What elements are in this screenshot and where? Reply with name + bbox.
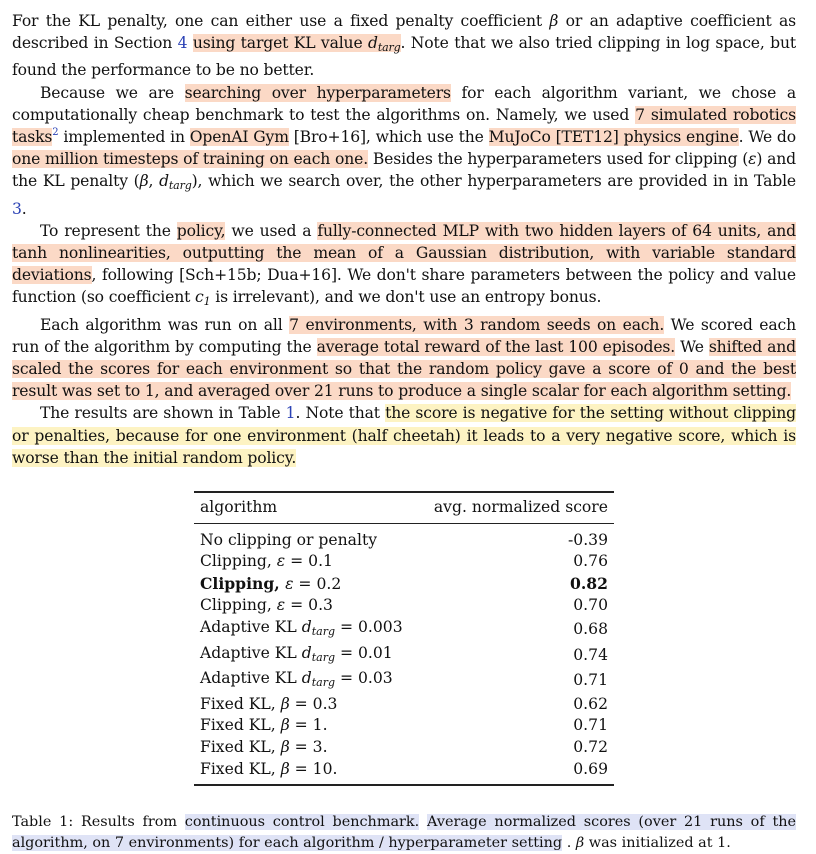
table-row: Adaptive KL $d_{targ} = 0.01$ 0.74 (200, 643, 608, 664)
table-row: Fixed KL, β = 1. 0.71 (200, 716, 608, 735)
table-row: Fixed KL, β = 0.3 0.62 (200, 694, 608, 713)
table-header-row (194, 492, 614, 523)
highlight-caption-average: Average normalized scores (over 21 runs of the algorithm, on 7 environments) for each algorithm / hyperparameter setting (12, 814, 797, 852)
header-algorithm: algorithm (194, 492, 419, 523)
results-table (194, 491, 614, 786)
highlight-policy: policy, (176, 221, 226, 240)
table-row: Fixed KL, β = 3. 0.72 (200, 738, 608, 756)
highlight-mlp: fully-connected MLP with two hidden layers of 64 units, and tanh nonlinearities, outputting the mean of a Gaussian distribution, with variable standard deviations (12, 221, 797, 285)
paragraph-results: The results are shown in Table 1. Note that the score is negative for the setting without clipping or penalties, because for one environment (half cheetah) it leads to a very negative score, which is worse than the initial random policy. (12, 404, 796, 467)
paragraph-kl-penalty: For the KL penalty, one can either use a fixed penalty coefficient β or an adaptive coefficient as described in Section 4 using target KL value $d_{targ}$. Note that we also tried clipping in log space, but found the performance to be no better. (12, 12, 796, 80)
paragraph-evaluation: Each algorithm was run on all 7 environments, with 3 random seeds on each. We scored each run of the algorithm by computing the average total reward of the last 100 episodes. We shifted and scaled the scores for each environment so that the random policy gave a score of 0 and the best result was set to 1, and averaged over 21 runs to produce a single scalar for each algorithm setting. (12, 315, 796, 401)
highlight-environments: 7 environments, with 3 random seeds on each. (289, 315, 665, 334)
paragraph-benchmark: Because we are searching over hyperparameters for each algorithm variant, we chose a computationally cheap benchmark to test the algorithms on. Namely, we used 7 simulated robotics tasks$^2$ implemented in OpenAI Gym [Bro+16], which use the MuJoCo [TET12] physics engine. We do one million timesteps of training on each one. Besides the hyperparameters used for clipping (ε) and the KL penalty (β, $d_{targ}$), which we search over, the other hyperparameters are provided in in Table 3. (12, 83, 797, 218)
section-link[interactable]: 4 (177, 34, 188, 53)
table-caption: Table 1: Results from continuous control benchmark. Average normalized scores (over 21 runs of the algorithm, on 7 environments) for each algorithm / hyperparameter setting . β was initialized at 1. (12, 814, 797, 852)
table-row: Clipping, ε = 0.1 0.76 (200, 552, 608, 571)
table-row: Fixed KL, β = 10. 0.69 (194, 759, 614, 786)
table-row: Adaptive KL $d_{targ} = 0.03$ 0.71 (200, 669, 608, 690)
beta-symbol: β (549, 12, 559, 30)
table-row: Clipping, ε = 0.3 0.70 (200, 596, 608, 615)
highlight-hyperparameters: searching over hyperparameters (184, 83, 451, 102)
highlight-negative-score: the score is negative for the setting without clipping or penalties, because for one environment (half cheetah) it leads to a very negative score, which is worse than the initial random policy. (12, 404, 796, 467)
highlight-normalization: shifted and scaled the scores for each environment so that the random policy gave a score of 0 and the best result was set to 1, and averaged over 21 runs to produce a single scalar for each algorithm setting. (12, 337, 796, 401)
highlight-robotics-tasks: 7 simulated robotics tasks (12, 105, 796, 147)
table-3-link[interactable]: 3 (12, 199, 22, 218)
highlight-mujoco: MuJoCo [TET12] physics engine (488, 128, 739, 147)
highlight-timesteps: one million timesteps of training on each one. (12, 150, 369, 169)
header-score: avg. normalized score (419, 492, 614, 523)
results-table-container (194, 491, 614, 786)
highlight-average-reward: average total reward of the last 100 episodes. (316, 337, 676, 356)
table-row: Adaptive KL $d_{targ} = 0.003$ 0.68 (200, 618, 608, 639)
highlight-target-kl: using target KL value $d_{targ}$ (192, 34, 401, 55)
highlight-caption-benchmark: continuous control benchmark. (184, 814, 420, 831)
paragraph-policy: To represent the policy, we used a fully-connected MLP with two hidden layers of 64 units, and tanh nonlinearities, outputting the mean of a Gaussian distribution, with variable standard deviations, following [Sch+15b; Dua+16]. We don't share parameters between the policy and value function (so coefficient $c_1$ is irrelevant), and we don't use an entropy bonus. (12, 221, 797, 309)
table-1-link[interactable]: 1 (285, 404, 296, 423)
footnote-link[interactable]: 2 (52, 127, 59, 139)
table-row: No clipping or penalty -0.39 (200, 530, 608, 549)
highlight-openai-gym: OpenAI Gym (189, 128, 289, 147)
table-row-best: Clipping, ε = 0.2 0.82 (200, 573, 608, 594)
